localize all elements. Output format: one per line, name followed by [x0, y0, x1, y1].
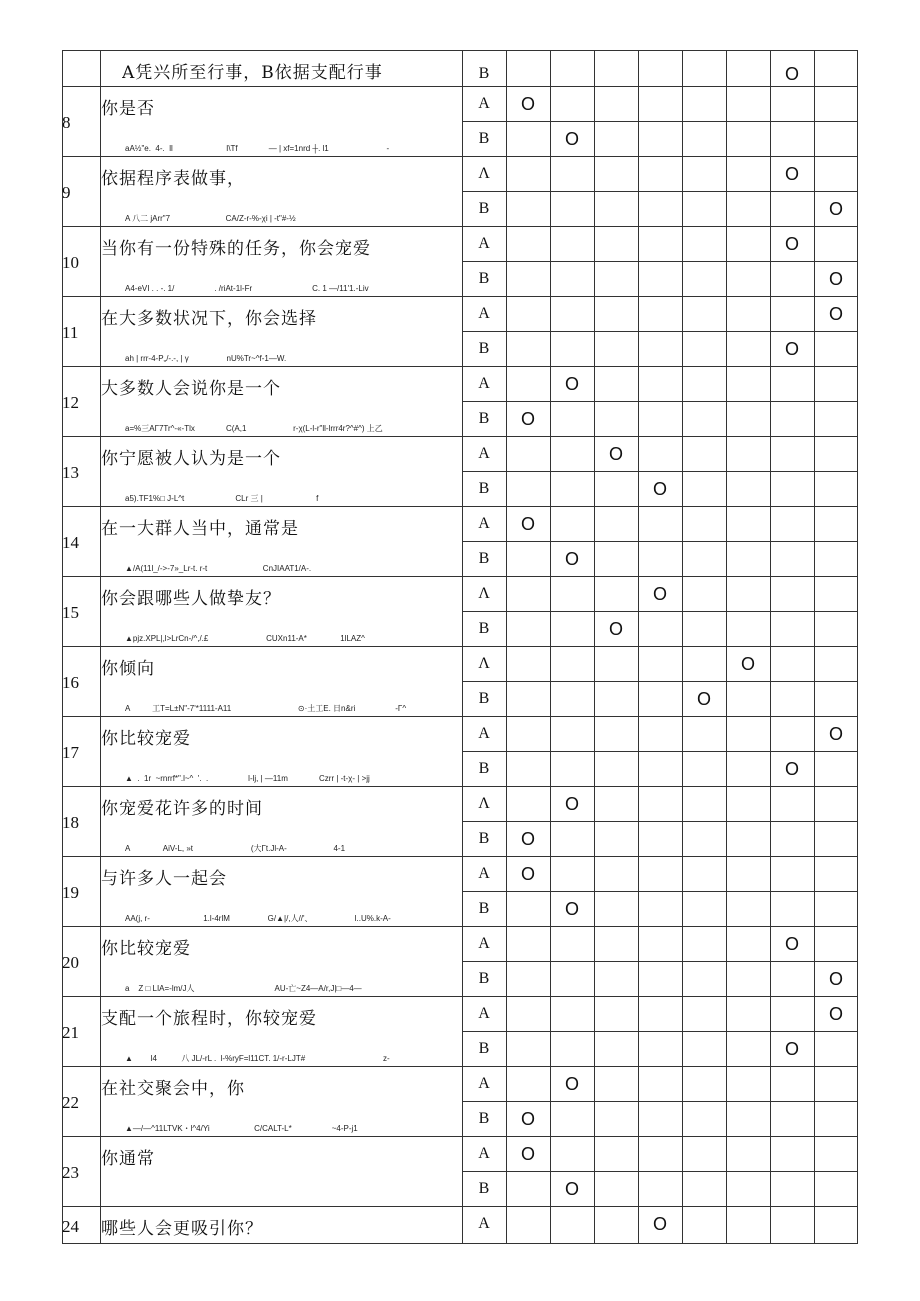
option-b-label: B — [478, 970, 490, 987]
question-text: 你会跟哪些人做挚友？ — [101, 589, 281, 609]
option-text-small: A 八二 jArr"7 CA/Z-r-%-χi | -t"#-½ — [125, 214, 296, 223]
row-separator — [62, 506, 858, 507]
option-b-label: B — [478, 340, 490, 357]
question-text: 在一大群人当中，通常是 — [101, 519, 299, 539]
answer-mark-b: O — [564, 899, 579, 919]
option-text-small: ▲ . 1r ~rnrrf*".l~^ '. . l-lj, | —11m Czrr | -t-χ- | >jj — [125, 774, 370, 783]
option-text-small: ▲/A(11l_/->-7»_Lr-t. r-t CnJIAAT1/A-. — [125, 564, 312, 573]
answer-split-line — [462, 541, 858, 542]
option-a-label: Λ — [478, 585, 490, 602]
option-a-label: A — [478, 1145, 490, 1162]
option-text-small: ▲pjz.XPL|,l>LrCn-/^,/.£ CUXn11-A* 1lLAZ^ — [125, 634, 365, 643]
option-b-label: B — [478, 900, 490, 917]
option-text-small: aA½"e. 4-. ll I\Tf — | xf=1nrd ┼. l1 - — [125, 144, 390, 153]
answer-mark-b: O — [652, 479, 667, 499]
answer-mark-a: O — [740, 654, 755, 674]
answer-mark-b: O — [828, 969, 843, 989]
option-b-label: B — [478, 1040, 490, 1057]
question-text: 你是否 — [101, 99, 155, 119]
answer-split-line — [462, 961, 858, 962]
question-number: 19 — [62, 883, 79, 902]
question-text: 你比较宠爱 — [101, 939, 191, 959]
row-separator — [62, 996, 858, 997]
question-number: 23 — [62, 1163, 79, 1182]
answer-split-line — [462, 121, 858, 122]
answer-mark-a: O — [652, 584, 667, 604]
option-text: A凭兴所至行事，B依据支配行事 — [122, 63, 383, 83]
question-text: 当你有一份特殊的任务，你会宠爱 — [101, 239, 371, 259]
answer-split-line — [462, 1171, 858, 1172]
answer-split-line — [462, 751, 858, 752]
question-number: 15 — [62, 603, 79, 622]
answer-mark-a: O — [828, 304, 843, 324]
question-number: 17 — [62, 743, 79, 762]
question-text: 你宠爱花许多的时间 — [101, 799, 263, 819]
row-separator — [62, 576, 858, 577]
question-number: 10 — [62, 253, 79, 272]
answer-mark-a: O — [652, 1214, 667, 1234]
question-text: 支配一个旅程时，你较宠爱 — [101, 1009, 317, 1029]
option-a-label: A — [478, 305, 490, 322]
question-number: 16 — [62, 673, 79, 692]
answer-mark-b: O — [828, 269, 843, 289]
row-separator — [62, 786, 858, 787]
option-a-label: A — [478, 1005, 490, 1022]
option-a-label: A — [478, 1075, 490, 1092]
option-text-small: ▲—/—^11LTVK・l^4/Yi C/CALT-L* ~4-P-j1 — [125, 1124, 358, 1133]
question-text: 你通常 — [101, 1149, 155, 1169]
answer-mark-b: O — [564, 1179, 579, 1199]
answer-mark-a: O — [564, 374, 579, 394]
answer-mark-a: O — [784, 164, 799, 184]
option-a-label: A — [478, 725, 490, 742]
answer-split-line — [462, 681, 858, 682]
question-text: 在社交聚会中，你 — [101, 1079, 245, 1099]
answer-split-line — [462, 821, 858, 822]
answer-mark-b: O — [520, 409, 535, 429]
answer-mark-b: O — [784, 64, 799, 84]
row-separator — [62, 646, 858, 647]
answer-split-line — [462, 331, 858, 332]
question-number: 11 — [62, 323, 79, 342]
option-a-label: Λ — [478, 165, 490, 182]
answer-mark-b: O — [784, 1039, 799, 1059]
grid-top-border — [62, 50, 858, 51]
row-separator — [62, 436, 858, 437]
answer-split-line — [462, 1101, 858, 1102]
option-a-label: A — [478, 95, 490, 112]
row-separator — [62, 1136, 858, 1137]
option-text-small: A4-eVI . . -. 1/ . /riAt-1l-Fr C. 1 —/11'1.-Liv — [125, 284, 369, 293]
question-number: 18 — [62, 813, 79, 832]
option-b-label: B — [478, 410, 490, 427]
option-b-label: B — [478, 760, 490, 777]
question-number: 14 — [62, 533, 79, 552]
row-separator — [62, 226, 858, 227]
answer-mark-a: O — [520, 864, 535, 884]
question-text: 在大多数状况下，你会选择 — [101, 309, 317, 329]
option-a-label: A — [478, 515, 490, 532]
option-b-label: B — [478, 130, 490, 147]
row-separator — [62, 856, 858, 857]
option-b-label: B — [478, 550, 490, 567]
answer-mark-a: O — [564, 794, 579, 814]
question-number: 12 — [62, 393, 79, 412]
answer-mark-a: O — [564, 1074, 579, 1094]
option-text-small: A AiV-L, »t (大Γt.Jl-A- 4-1 — [125, 844, 346, 853]
question-number: 8 — [62, 113, 71, 132]
option-b-label: B — [478, 620, 490, 637]
option-a-label: Λ — [478, 655, 490, 672]
answer-mark-b: O — [520, 829, 535, 849]
grid-bottom-border — [62, 1243, 858, 1244]
row-separator — [62, 1066, 858, 1067]
question-number: 9 — [62, 183, 71, 202]
answer-mark-a: O — [608, 444, 623, 464]
question-text: 大多数人会说你是一个 — [101, 379, 281, 399]
answer-mark-b: O — [520, 1109, 535, 1129]
option-text-small: ▲ l4 八 JL/-rL . l-%ryF=l11CT. 1/-r-LJT# z- — [125, 1054, 390, 1063]
option-a-label: A — [478, 445, 490, 462]
question-number: 22 — [62, 1093, 79, 1112]
question-number: 24 — [62, 1217, 79, 1236]
option-b-label: B — [478, 690, 490, 707]
answer-mark-b: O — [564, 549, 579, 569]
question-text: 你倾向 — [101, 659, 155, 679]
answer-split-line — [462, 891, 858, 892]
answer-mark-b: O — [696, 689, 711, 709]
question-text: 与许多人一起会 — [101, 869, 227, 889]
answer-mark-a: O — [828, 1004, 843, 1024]
option-text-small: a Z □ LIA=-lm/J人 AU-亡~Z4—A/r,J|□—4— — [125, 984, 362, 993]
answer-mark-a: O — [520, 514, 535, 534]
option-text-small: a=%三AΓ7Tr^-«-Tlx C(A,1 r-χ(L-l-r"ll-lrrr4r?^#^) 上乙 — [125, 424, 383, 433]
answer-split-line — [462, 191, 858, 192]
option-b-label: B — [478, 270, 490, 287]
answer-mark-a: O — [520, 94, 535, 114]
answer-mark-b: O — [828, 199, 843, 219]
option-a-label: Λ — [478, 795, 490, 812]
row-separator — [62, 1206, 858, 1207]
option-b-label: B — [478, 200, 490, 217]
option-b-label: B — [478, 830, 490, 847]
answer-mark-b: O — [784, 339, 799, 359]
row-separator — [62, 716, 858, 717]
row-separator — [62, 86, 858, 87]
answer-split-line — [462, 471, 858, 472]
option-text-small: A 工T=L±N"-7'*1111-A11 ⊙·土工E. 日n&ri -Γ^ — [125, 704, 407, 713]
question-number: 13 — [62, 463, 79, 482]
option-b-label: B — [478, 65, 490, 82]
answer-mark-b: O — [564, 129, 579, 149]
question-text: 依据程序表做事， — [101, 169, 245, 189]
row-separator — [62, 926, 858, 927]
question-text: 你比较宠爱 — [101, 729, 191, 749]
option-b-label: B — [478, 480, 490, 497]
option-a-label: A — [478, 935, 490, 952]
option-a-label: A — [478, 375, 490, 392]
option-text-small: ah | rrr-4-P„/-.-, | γ nU%Tr~^f-1—W. — [125, 354, 287, 363]
answer-mark-b: O — [608, 619, 623, 639]
question-text: 你宁愿被人认为是一个 — [101, 449, 281, 469]
option-a-label: A — [478, 865, 490, 882]
question-text: 哪些人会更吸引你？ — [101, 1219, 263, 1239]
answer-mark-a: O — [828, 724, 843, 744]
question-number: 21 — [62, 1023, 79, 1042]
answer-mark-b: O — [784, 759, 799, 779]
row-separator — [62, 156, 858, 157]
answer-split-line — [462, 611, 858, 612]
row-separator — [62, 296, 858, 297]
option-b-label: B — [478, 1110, 490, 1127]
answer-split-line — [462, 1031, 858, 1032]
option-text-small: AA(j, r- 1.l-4rlM G/▲|/,人//'、 l..U%.k-A- — [125, 914, 391, 923]
option-a-label: A — [478, 1215, 490, 1232]
answer-mark-a: O — [784, 234, 799, 254]
option-text-small: a5).TF1%□ J-L^t CLr 三 | f — [125, 494, 319, 503]
answer-mark-a: O — [520, 1144, 535, 1164]
option-a-label: A — [478, 235, 490, 252]
question-number: 20 — [62, 953, 79, 972]
answer-split-line — [462, 401, 858, 402]
answer-split-line — [462, 261, 858, 262]
answer-mark-a: O — [784, 934, 799, 954]
option-b-label: B — [478, 1180, 490, 1197]
row-separator — [62, 366, 858, 367]
